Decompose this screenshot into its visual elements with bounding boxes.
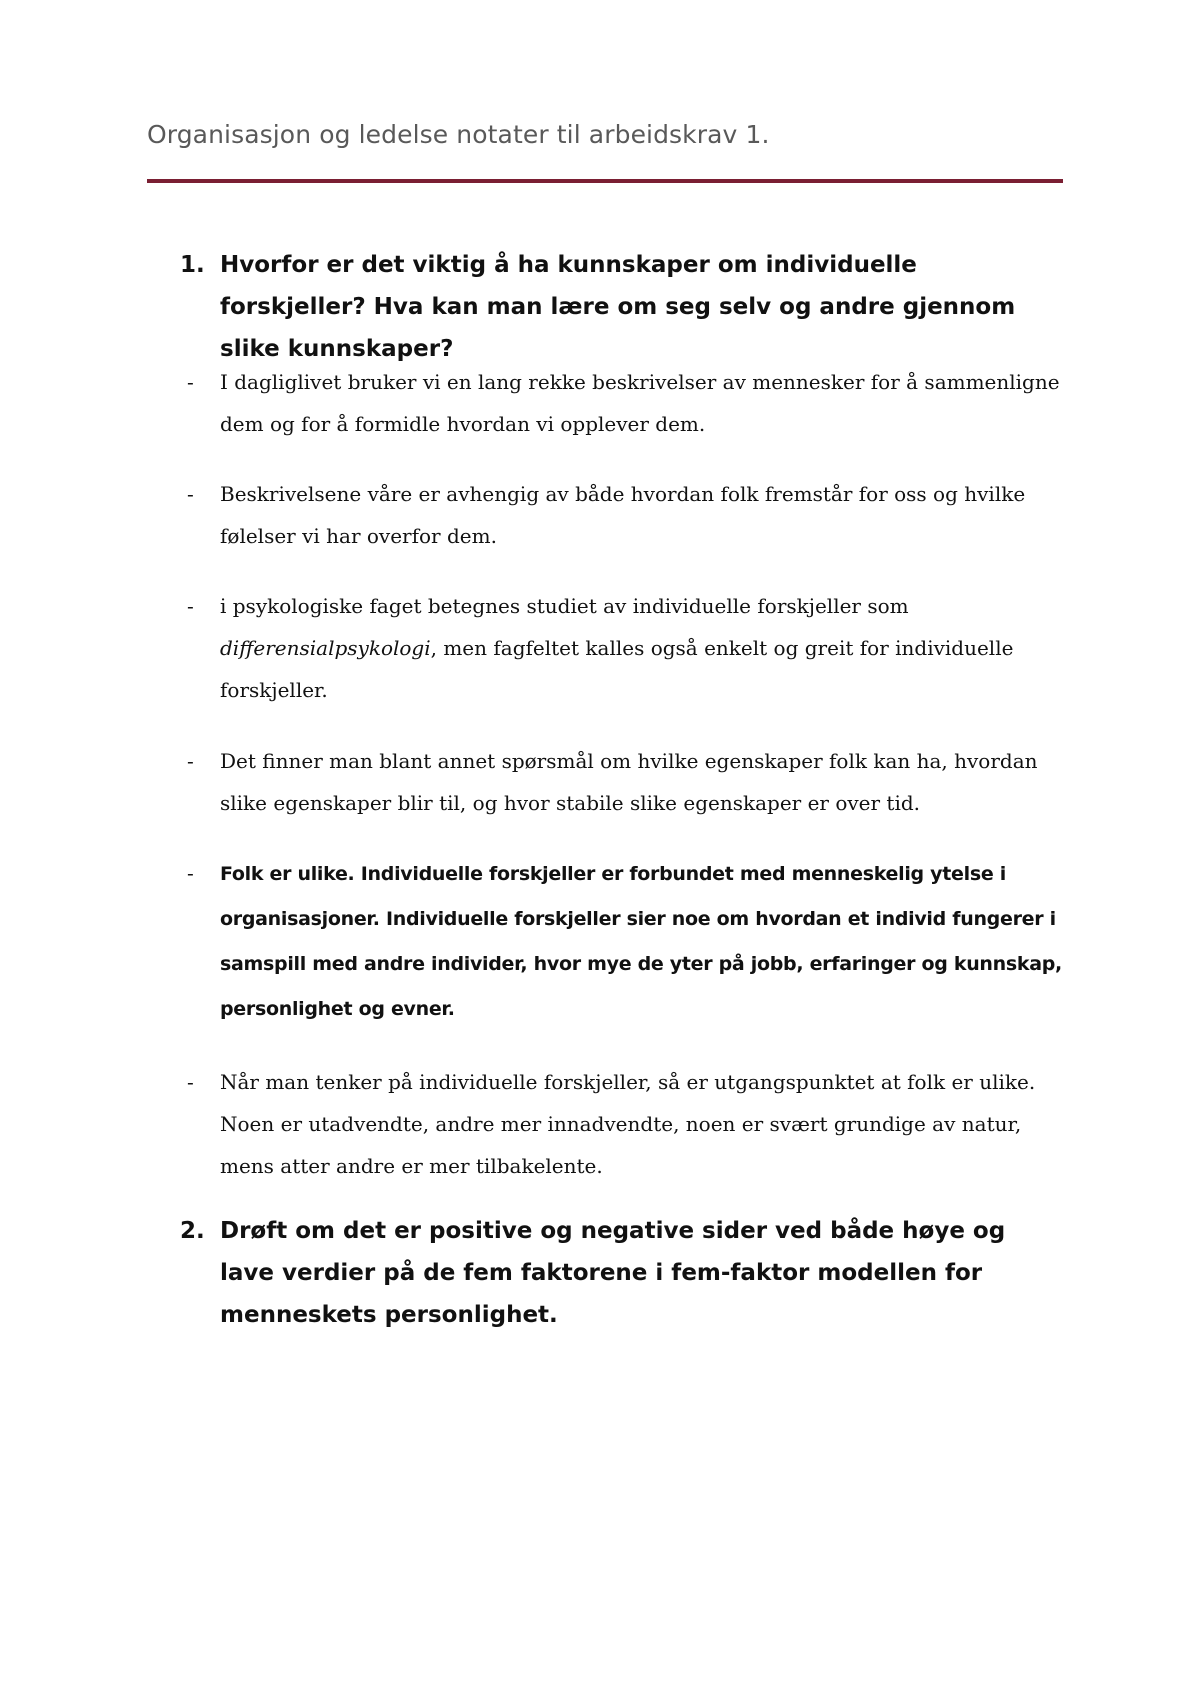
- bullet-item: [187, 473, 1067, 557]
- question-1: [180, 244, 1060, 370]
- bullet-marker: -: [187, 749, 194, 773]
- bullet-text: Når man tenker på individuelle forskjeller, så er utgangspunktet at folk er ulike. Noen er utadvendte, andre mer innadvendte, noen er svært grundige av natur, mens atter andre er mer tilbakelente.: [220, 1070, 1036, 1178]
- bullet-item-bold: [187, 852, 1067, 1032]
- question-2-text: Drøft om det er positive og negative sider ved både høye og lave verdier på de fem faktorene i fem-faktor modellen for menneskets personlighet.: [220, 1218, 1006, 1328]
- question-1-number: 1.: [180, 252, 205, 278]
- question-2: [180, 1210, 1060, 1336]
- document-title: Organisasjon og ledelse notater til arbeidskrav 1.: [147, 120, 770, 149]
- bullet-text-end: , men fagfeltet kalles også enkelt og greit for individuelle forskjeller.: [220, 636, 1014, 702]
- bullet-item: [187, 740, 1067, 824]
- bullet-marker: -: [187, 594, 194, 618]
- bullet-marker: -: [187, 370, 194, 394]
- bullet-item: [187, 1061, 1067, 1187]
- bullet-item: [187, 361, 1067, 445]
- bullet-item: [187, 585, 1067, 711]
- bullet-text: Beskrivelsene våre er avhengig av både hvordan folk fremstår for oss og hvilke følelser vi har overfor dem.: [220, 482, 1026, 548]
- bullet-marker: -: [187, 1070, 194, 1094]
- bullet-text: [220, 585, 1067, 711]
- bullet-text-start: i psykologiske faget betegnes studiet av individuelle forskjeller som: [220, 594, 909, 618]
- question-1-text: Hvorfor er det viktig å ha kunnskaper om individuelle forskjeller? Hva kan man lære om seg selv og andre gjennom slike kunnskaper?: [220, 252, 1016, 362]
- bullet-marker: -: [187, 861, 194, 885]
- bullet-marker: -: [187, 482, 194, 506]
- bullet-text: I dagliglivet bruker vi en lang rekke beskrivelser av mennesker for å sammenligne dem og for å formidle hvordan vi opplever dem.: [220, 370, 1060, 436]
- bullet-text: Det finner man blant annet spørsmål om hvilke egenskaper folk kan ha, hvordan slike egenskaper blir til, og hvor stabile slike egenskaper er over tid.: [220, 749, 1038, 815]
- bullet-text: Folk er ulike. Individuelle forskjeller er forbundet med menneskelig ytelse i organisasjoner. Individuelle forskjeller sier noe om hvordan et individ fungerer i samspill med andre individer, hvor mye de yter på jobb, erfaringer og kunnskap, personlighet og evner.: [220, 863, 1062, 1020]
- italic-term: differensialpsykologi: [220, 636, 431, 660]
- question-2-number: 2.: [180, 1218, 205, 1244]
- title-divider: [147, 179, 1063, 183]
